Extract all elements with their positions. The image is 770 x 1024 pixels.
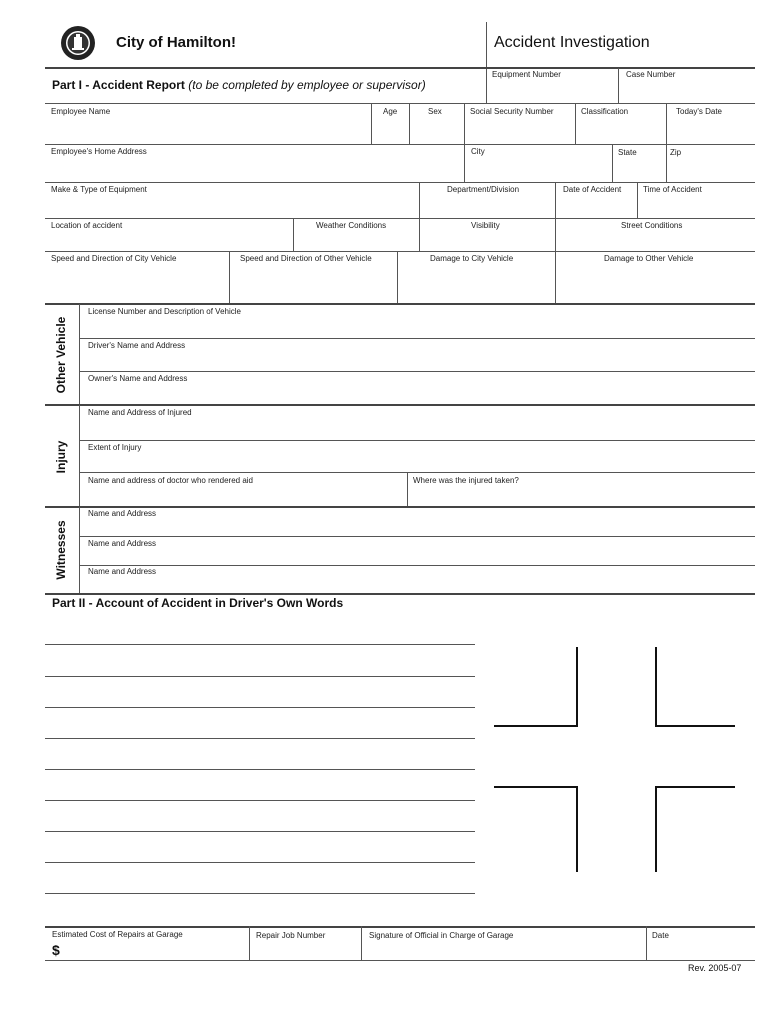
row5-top	[45, 251, 755, 252]
row2-top	[45, 144, 755, 145]
road-edge	[494, 725, 578, 727]
todays-date-label: Today's Date	[676, 107, 722, 116]
other-vehicle-top	[45, 303, 755, 305]
row1-top	[45, 103, 755, 104]
footer-sep	[646, 926, 647, 960]
row1-sep	[666, 103, 667, 144]
row4-sep	[293, 218, 294, 251]
inj-line	[79, 472, 755, 473]
witnesses-section-label: Witnesses	[54, 520, 68, 580]
ov-line	[79, 338, 755, 339]
witness-3-label: Name and Address	[88, 567, 157, 576]
header-divider-2	[618, 68, 619, 104]
header-rule	[45, 67, 755, 69]
ssn-label: Social Security Number	[470, 107, 554, 116]
row1-sep	[371, 103, 372, 144]
damage-city-label: Damage to City Vehicle	[430, 254, 514, 263]
part1-heading	[52, 78, 426, 92]
street-conditions-label: Street Conditions	[621, 221, 683, 230]
state-label: State	[618, 148, 637, 157]
footer-bottom	[45, 960, 755, 961]
classification-label: Classification	[581, 107, 629, 116]
sex-label: Sex	[428, 107, 442, 116]
doctor-label: Name and address of doctor who rendered aid	[88, 476, 253, 485]
row4-top	[45, 218, 755, 219]
ov-line	[79, 371, 755, 372]
writing-line	[45, 862, 475, 863]
damage-other-label: Damage to Other Vehicle	[604, 254, 694, 263]
road-edge	[494, 786, 578, 788]
row3-sep	[419, 182, 420, 218]
writing-line	[45, 893, 475, 894]
writing-line	[45, 707, 475, 708]
row1-sep	[575, 103, 576, 144]
wit-line	[79, 536, 755, 537]
location-label: Location of accident	[51, 221, 123, 230]
side-divider	[79, 405, 80, 506]
row5-sep	[555, 251, 556, 304]
weather-label: Weather Conditions	[316, 221, 387, 230]
footer-sep	[249, 926, 250, 960]
city-label: City	[471, 147, 485, 156]
row1-sep	[409, 103, 410, 144]
row4-sep	[419, 218, 420, 251]
writing-line	[45, 800, 475, 801]
equipment-number-label: Equipment Number	[492, 70, 561, 79]
home-address-label: Employee's Home Address	[51, 147, 147, 156]
city-title: City of Hamilton!	[116, 34, 236, 51]
row2-sep	[464, 144, 465, 182]
witnesses-top	[45, 506, 755, 508]
date-of-accident-label: Date of Accident	[563, 185, 622, 194]
row3-sep	[555, 182, 556, 218]
make-type-label: Make & Type of Equipment	[51, 185, 147, 194]
road-edge	[655, 647, 657, 727]
row2-sep	[612, 144, 613, 182]
footer-date-label: Date	[652, 931, 669, 940]
road-edge	[576, 647, 578, 727]
estimated-cost-label: Estimated Cost of Repairs at Garage	[52, 930, 183, 939]
witness-2-label: Name and Address	[88, 539, 157, 548]
inj-line	[79, 440, 755, 441]
speed-other-label: Speed and Direction of Other Vehicle	[240, 254, 372, 263]
employee-name-label: Employee Name	[51, 107, 111, 116]
license-label: License Number and Description of Vehicle	[88, 307, 241, 316]
injured-label: Name and Address of Injured	[88, 408, 192, 417]
owner-label: Owner's Name and Address	[88, 374, 188, 383]
header-divider	[486, 22, 487, 104]
other-vehicle-section-label: Other Vehicle	[54, 316, 68, 394]
road-edge	[655, 786, 657, 872]
injury-top	[45, 404, 755, 406]
repair-job-label: Repair Job Number	[256, 931, 326, 940]
footer-sep	[361, 926, 362, 960]
part2-top	[45, 593, 755, 595]
side-divider	[79, 304, 80, 405]
time-of-accident-label: Time of Accident	[643, 185, 702, 194]
revision-label: Rev. 2005-07	[688, 963, 742, 973]
road-edge	[576, 786, 578, 872]
writing-line	[45, 676, 475, 677]
intersection-diagram	[490, 642, 740, 877]
side-divider	[79, 507, 80, 594]
city-seal-icon	[60, 25, 96, 61]
case-number-label: Case Number	[626, 70, 676, 79]
writing-line	[45, 831, 475, 832]
inj-sep	[407, 472, 408, 506]
signature-label: Signature of Official in Charge of Garage	[369, 931, 514, 940]
age-label: Age	[383, 107, 398, 116]
taken-label: Where was the injured taken?	[413, 476, 519, 485]
wit-line	[79, 565, 755, 566]
zip-label: Zip	[670, 148, 682, 157]
department-label: Department/Division	[447, 185, 520, 194]
injury-section-label: Injury	[54, 440, 68, 474]
footer-top	[45, 926, 755, 928]
visibility-label: Visibility	[471, 221, 500, 230]
writing-line	[45, 769, 475, 770]
form-title: Accident Investigation	[494, 34, 650, 51]
row5-sep	[397, 251, 398, 304]
writing-line	[45, 738, 475, 739]
extent-label: Extent of Injury	[88, 443, 142, 452]
row5-sep	[229, 251, 230, 304]
speed-city-label: Speed and Direction of City Vehicle	[51, 254, 177, 263]
road-edge	[655, 786, 735, 788]
driver-label: Driver's Name and Address	[88, 341, 186, 350]
dollar-sign: $	[52, 942, 60, 958]
row2-sep	[666, 144, 667, 182]
part2-title: Part II - Account of Accident in Driver's Own Words	[52, 596, 344, 610]
row3-sep	[637, 182, 638, 218]
part1-bold: Part I - Accident Report	[52, 78, 185, 92]
row3-top	[45, 182, 755, 183]
road-edge	[655, 725, 735, 727]
row4-sep	[555, 218, 556, 251]
part1-italic: (to be completed by employee or supervisor)	[188, 78, 426, 92]
row1-sep	[464, 103, 465, 144]
witness-1-label: Name and Address	[88, 509, 157, 518]
writing-line	[45, 644, 475, 645]
